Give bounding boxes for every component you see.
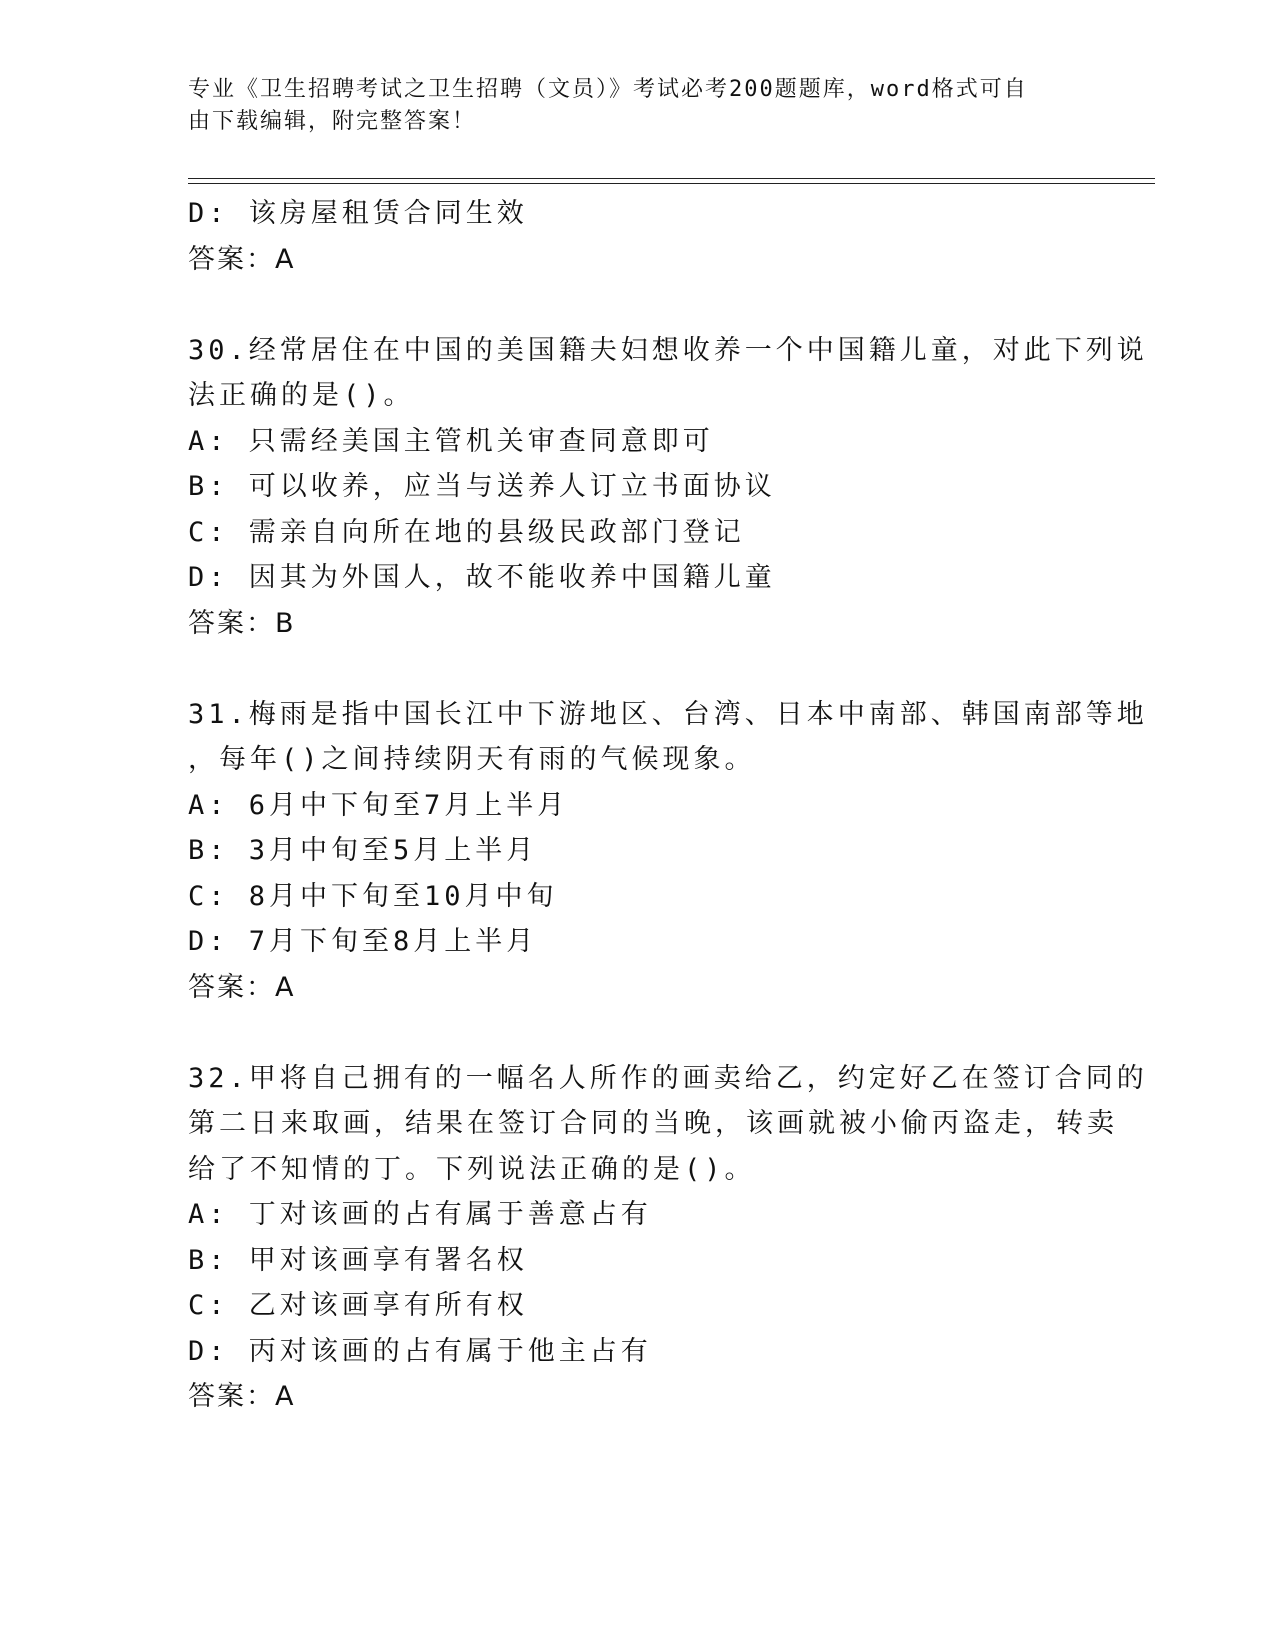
question-block-29 <box>188 191 1088 282</box>
question-stem-line: 32.甲将自己拥有的一幅名人所作的画卖给乙，约定好乙在签订合同的 <box>188 1062 1148 1094</box>
answer-line: 答案：A <box>188 971 296 1003</box>
option-b: B: 甲对该画享有署名权 <box>188 1244 528 1276</box>
option-c: C: 需亲自向所在地的县级民政部门登记 <box>188 516 745 548</box>
document-header <box>188 74 1068 138</box>
answer-line: 答案：B <box>188 607 296 639</box>
question-block-31 <box>188 692 1148 1011</box>
header-divider <box>188 178 1155 184</box>
option-d: D: 因其为外国人，故不能收养中国籍儿童 <box>188 562 776 593</box>
option-b: B: 3月中旬至5月上半月 <box>188 835 538 866</box>
option-d: D: 7月下旬至8月上半月 <box>188 926 538 957</box>
option-a: A: 丁对该画的占有属于善意占有 <box>188 1199 652 1230</box>
option-b: B: 可以收养，应当与送养人订立书面协议 <box>188 471 776 502</box>
answer-line: 答案：A <box>188 1381 296 1412</box>
document-body <box>188 191 1148 1420</box>
question-stem-line: 法正确的是()。 <box>188 380 415 411</box>
option-a: A: 6月中下旬至7月上半月 <box>188 789 569 821</box>
question-stem-line: 给了不知情的丁。下列说法正确的是()。 <box>188 1153 756 1185</box>
spacer <box>188 1010 1088 1056</box>
option-a: A: 只需经美国主管机关审查同意即可 <box>188 425 714 457</box>
question-stem-line: 31.梅雨是指中国长江中下游地区、台湾、日本中南部、韩国南部等地 <box>188 698 1148 730</box>
option-d: D: 丙对该画的占有属于他主占有 <box>188 1335 652 1367</box>
question-stem-line: ，每年()之间持续阴天有雨的气候现象。 <box>188 744 756 775</box>
option-c: C: 乙对该画享有所有权 <box>188 1290 528 1321</box>
option-c: C: 8月中下旬至10月中旬 <box>188 880 558 912</box>
question-stem-line: 第二日来取画，结果在签订合同的当晚，该画就被小偷丙盗走，转卖 <box>188 1108 1118 1139</box>
spacer <box>188 282 1088 328</box>
answer-line: 答案：A <box>188 243 296 275</box>
option-d: D: 该房屋租赁合同生效 <box>188 198 528 229</box>
question-stem-line: 30.经常居住在中国的美国籍夫妇想收养一个中国籍儿童，对此下列说 <box>188 334 1148 366</box>
question-block-30 <box>188 328 1148 647</box>
spacer <box>188 646 1088 692</box>
header-line-2: 由下载编辑，附完整答案！ <box>188 109 477 134</box>
question-block-32 <box>188 1056 1148 1420</box>
header-line-1: 专业《卫生招聘考试之卫生招聘（文员）》考试必考200题题库，word格式可自 <box>188 77 1028 102</box>
